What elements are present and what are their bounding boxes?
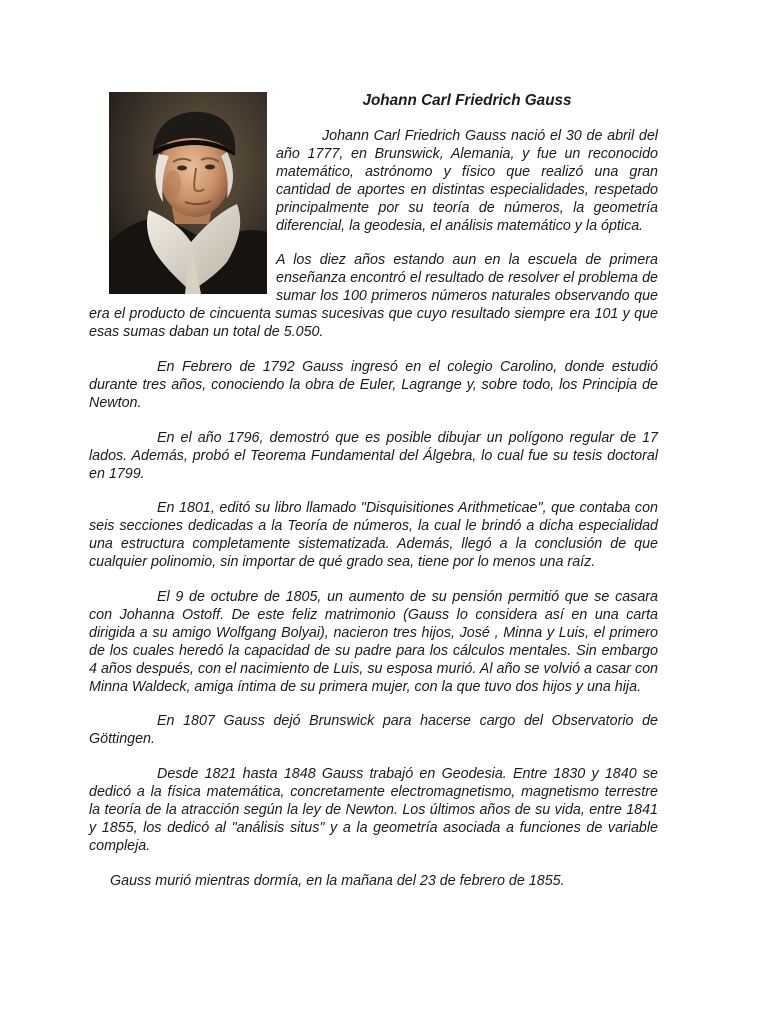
paragraph-8: Desde 1821 hasta 1848 Gauss trabajó en Geodesia. Entre 1830 y 1840 se dedicó a la física matemática, concretamente electromagnetismo, magnetismo terrestre la teoría de la atracción según la ley de Newton. Los últimos años de su vida, entre 1841 y 1855, los dedicó al "análisis situs" y a la geometría asociada a funciones de variable compleja.	[89, 766, 658, 854]
gauss-portrait	[109, 92, 267, 294]
paragraph-2: A los diez años estando aun en la escuela de primera enseñanza encontró el resultado de resolver el problema de sumar los 100 primeros números naturales observando que era el producto de cincuenta sumas sucesivas que cuyo resultado siempre era 101 y que esas sumas daban un total de 5.050.	[89, 252, 658, 341]
document-body	[89, 92, 658, 908]
paragraph-5: En 1801, editó su libro llamado "Disquisitiones Arithmeticae", que contaba con seis secciones dedicadas a la Teoría de números, la cual le brindó a dicha especialidad una estructura completamente sistematizada. Además, llegó a la conclusión de que cualquier polinomio, sin importar de qué grado sea, tiene por lo menos una raíz.	[89, 500, 658, 571]
paragraph-7: En 1807 Gauss dejó Brunswick para hacerse cargo del Observatorio de Göttingen.	[89, 713, 658, 748]
paragraph-6: El 9 de octubre de 1805, un aumento de su pensión permitió que se casara con Johanna Ostoff. De este feliz matrimonio (Gauss lo considera así en una carta dirigida a su amigo Wolfgang Bolyai), nacieron tres hijos, José , Minna y Luis, el primero de los cuales heredó la capacidad de su padre para los cálculos mentales. Sin embargo 4 años después, con el nacimiento de Luis, su esposa murió. Al año se volvió a casar con Minna Waldeck, amiga íntima de su primera mujer, con la que tuvo dos hijos y una hija.	[89, 589, 658, 695]
paragraph-9: Gauss murió mientras dormía, en la mañana del 23 de febrero de 1855.	[110, 872, 565, 889]
paragraph-1: Johann Carl Friedrich Gauss nació el 30 de abril del año 1777, en Brunswick, Alemania, y fue un reconocido matemático, astrónomo y físico que realizó una gran cantidad de aportes en distintas especialidades, respetado principalmente por su teoría de números, la geometría diferencial, la geodesia, el análisis matemático y la óptica.	[276, 128, 658, 234]
paragraph-3: En Febrero de 1792 Gauss ingresó en el colegio Carolino, donde estudió durante tres años, conociendo la obra de Euler, Lagrange y, sobre todo, los Principia de Newton.	[89, 358, 658, 411]
document-title: Johann Carl Friedrich Gauss	[362, 92, 572, 109]
paragraph-4: En el año 1796, demostró que es posible dibujar un polígono regular de 17 lados. Además, probó el Teorema Fundamental del Álgebra, lo cual fue su tesis doctoral en 1799.	[89, 429, 658, 482]
